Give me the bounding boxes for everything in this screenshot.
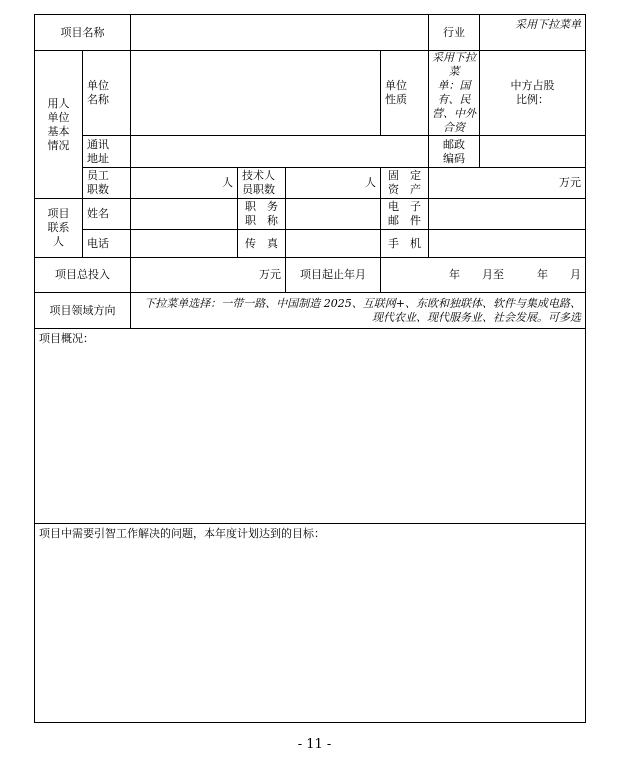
postcode-label: 邮政 编码: [429, 136, 480, 168]
fixed-assets-field[interactable]: 万元: [429, 168, 586, 199]
tech-staff-label: 技术人 员职数: [238, 168, 286, 199]
application-form-table: [34, 14, 586, 723]
tech-staff-field[interactable]: 人: [286, 168, 381, 199]
fax-label: 传 真: [238, 230, 286, 258]
postcode-field[interactable]: [480, 136, 586, 168]
chinese-share-label: 中方占股 比例：: [480, 51, 586, 136]
mobile-field[interactable]: [429, 230, 586, 258]
fixed-assets-label: 固 定 资 产: [381, 168, 429, 199]
position-title-label: 职 务 职 称: [238, 199, 286, 230]
unit-name-field[interactable]: [131, 51, 381, 136]
unit-nature-dropdown[interactable]: 采用下拉菜 单：国有、民 营、中外合资: [429, 51, 480, 136]
mobile-label: 手 机: [381, 230, 429, 258]
project-name-label: 项目名称: [35, 15, 131, 51]
address-field[interactable]: [131, 136, 429, 168]
contact-name-field[interactable]: [131, 199, 238, 230]
project-field-dropdown[interactable]: 下拉菜单选择：一带一路、中国制造 2025、互联网+、东欧和独联体、软件与集成电路、现代农业、现代服务业、社会发展。可多选: [131, 293, 586, 329]
phone-field[interactable]: [131, 230, 238, 258]
fax-field[interactable]: [286, 230, 381, 258]
email-field[interactable]: [429, 199, 586, 230]
project-period-label: 项目起止年月: [286, 258, 381, 293]
unit-name-label: 单位 名称: [83, 51, 131, 136]
project-goals-area[interactable]: [35, 524, 586, 723]
project-overview-area[interactable]: [35, 329, 586, 524]
project-field-label: 项目领域方向: [35, 293, 131, 329]
address-label: 通讯 地址: [83, 136, 131, 168]
page-number: - 11 -: [297, 737, 332, 752]
total-investment-field[interactable]: 万元: [131, 258, 286, 293]
project-name-field[interactable]: [131, 15, 429, 51]
project-period-field[interactable]: 年 月至 年 月: [381, 258, 586, 293]
total-investment-label: 项目总投入: [35, 258, 131, 293]
project-overview-label: 项目概况：: [39, 332, 94, 345]
contact-name-label: 姓名: [83, 199, 131, 230]
unit-nature-label: 单位 性质: [381, 51, 429, 136]
unit-basic-info-label: 用人 单位 基本 情况: [35, 51, 83, 199]
industry-dropdown[interactable]: 采用下拉菜单: [480, 15, 586, 51]
phone-label: 电话: [83, 230, 131, 258]
contact-person-label: 项目 联系 人: [35, 199, 83, 258]
project-goals-label: 项目中需要引智工作解决的问题，本年度计划达到的目标：: [39, 527, 325, 540]
email-label: 电 子 邮 件: [381, 199, 429, 230]
position-title-field[interactable]: [286, 199, 381, 230]
staff-count-label: 员工 职数: [83, 168, 131, 199]
industry-label: 行业: [429, 15, 480, 51]
staff-count-field[interactable]: 人: [131, 168, 238, 199]
